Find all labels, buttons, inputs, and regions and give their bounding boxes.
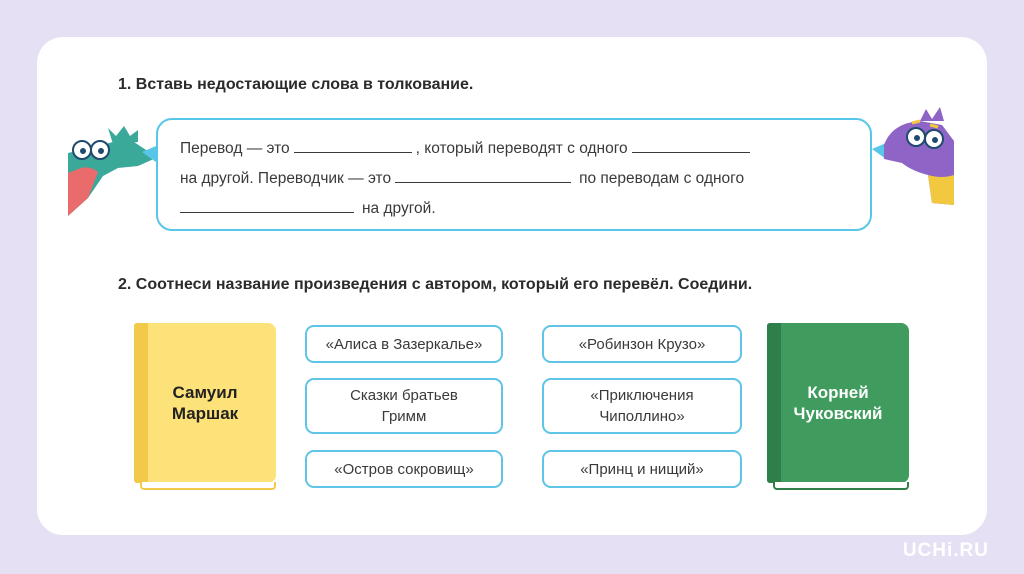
author-name: Корней Чуковский [793, 383, 883, 423]
work-title: «Принц и нищий» [580, 460, 704, 478]
definition-text: по переводам с одного [579, 170, 745, 187]
work-chip[interactable] [542, 450, 742, 488]
dinosaur-mascot-right-icon [872, 105, 958, 215]
blank-field[interactable] [294, 137, 412, 153]
work-chip[interactable] [305, 325, 503, 363]
definition-line-1 [180, 134, 850, 164]
definition-line-3 [180, 194, 850, 224]
work-chip[interactable] [542, 378, 742, 434]
work-chip[interactable] [542, 325, 742, 363]
work-title: «Робинзон Крузо» [578, 335, 706, 353]
author-book-marshak[interactable] [134, 323, 278, 493]
author-name: Самуил Маршак [171, 383, 239, 423]
book-cover [134, 323, 276, 483]
work-title: Сказки братьев Гримм [350, 387, 458, 425]
task1-title: 1. Вставь недостающие слова в толкование. [118, 76, 474, 93]
book-pages [773, 482, 909, 490]
definition-line-2 [180, 164, 850, 194]
definition-text: Перевод — это [180, 140, 290, 157]
author-book-chukovsky[interactable] [767, 323, 911, 493]
work-title: «Алиса в Зазеркалье» [325, 335, 483, 353]
dinosaur-mascot-left-icon [68, 118, 158, 218]
task2-title: 2. Соотнеси название произведения с автором, который его перевёл. Соедини. [118, 276, 753, 293]
definition-text: , который переводят с одного [415, 140, 628, 157]
definition-box [156, 118, 872, 231]
definition-text: на другой. Переводчик — это [180, 170, 392, 187]
book-cover [767, 323, 909, 483]
work-chip[interactable] [305, 378, 503, 434]
book-pages [140, 482, 276, 490]
book-spine [767, 323, 781, 483]
work-chip[interactable] [305, 450, 503, 488]
work-title: «Приключения Чиполлино» [590, 387, 694, 425]
definition-text: на другой. [362, 200, 436, 217]
work-title: «Остров сокровищ» [334, 460, 474, 478]
brand-logo: UCHi.RU [902, 540, 989, 561]
blank-field[interactable] [180, 197, 354, 213]
blank-field[interactable] [395, 167, 571, 183]
book-spine [134, 323, 148, 483]
blank-field[interactable] [632, 137, 750, 153]
